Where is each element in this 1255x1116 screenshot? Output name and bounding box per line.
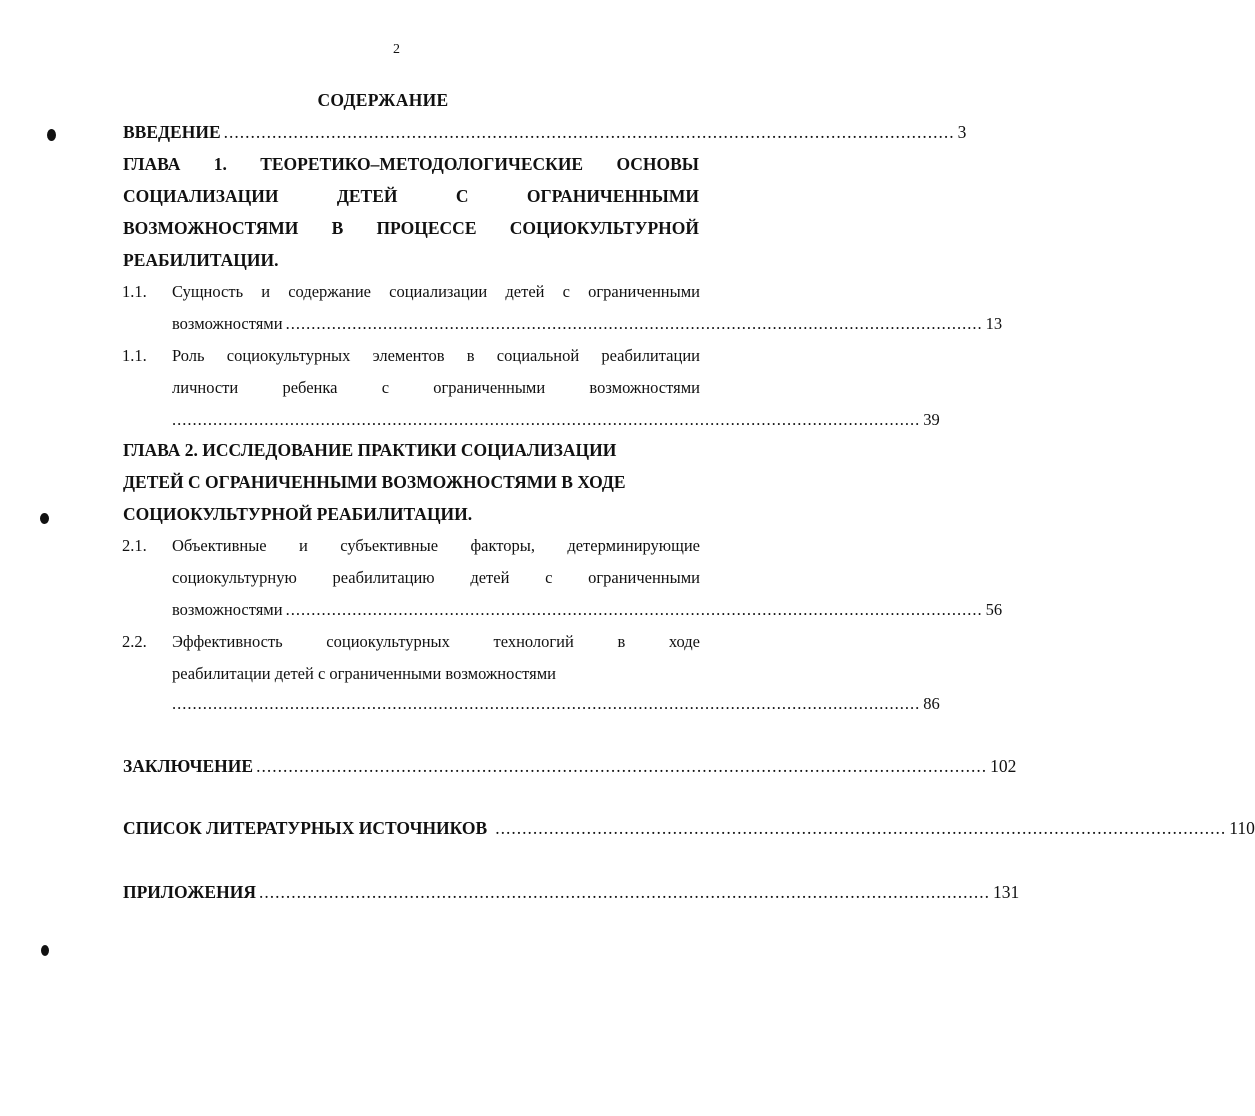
page-title: СОДЕРЖАНИЕ — [317, 90, 449, 110]
section-2-1-title-line-2[interactable]: социокультурную реабилитацию детей с ограниченными — [172, 568, 700, 587]
toc-entry-intro[interactable] — [123, 116, 967, 148]
section-1-2-title-line-1[interactable]: Роль социокультурных элементов в социальной реабилитации — [172, 346, 700, 365]
section-number: 1.1. — [122, 282, 147, 301]
section-1-1-title-line-2: возможностями — [172, 314, 283, 333]
chapter1-title-line-3[interactable]: ВОЗМОЖНОСТЯМИ В ПРОЦЕССЕ СОЦИОКУЛЬТУРНОЙ — [123, 218, 699, 238]
chapter2-title-line-1[interactable]: ГЛАВА 2. ИССЛЕДОВАНИЕ ПРАКТИКИ СОЦИАЛИЗАЦИИ — [123, 440, 617, 460]
dot-leader: ........................................................................................................................................ — [495, 818, 1227, 838]
toc-entry-conclusion[interactable] — [123, 750, 1017, 782]
toc-conclusion-page: 102 — [990, 756, 1017, 776]
scan-blot — [47, 129, 56, 141]
toc-intro-page: 3 — [957, 122, 967, 142]
toc-conclusion-label: ЗАКЛЮЧЕНИЕ — [123, 756, 254, 776]
section-2-2-title-line-1[interactable]: Эффективность социокультурных технологий в ходе — [172, 632, 700, 651]
dot-leader: ........................................................................................................................................ — [285, 600, 983, 619]
dot-leader: ........................................................................................................................................ — [285, 314, 983, 333]
section-1-2-entry[interactable] — [172, 404, 940, 436]
section-2-2-title-line-2[interactable]: реабилитации детей с ограниченными возможностями — [172, 664, 556, 683]
chapter2-title-line-2[interactable]: ДЕТЕЙ С ОГРАНИЧЕННЫМИ ВОЗМОЖНОСТЯМИ В ХОДЕ — [123, 472, 626, 492]
dot-leader: ........................................................................................................................................ — [223, 122, 955, 142]
section-2-2-entry[interactable] — [172, 688, 940, 720]
section-2-1-page: 56 — [985, 600, 1003, 619]
chapter1-title-line-1[interactable]: ГЛАВА 1. ТЕОРЕТИКО–МЕТОДОЛОГИЧЕСКИЕ ОСНОВЫ — [123, 154, 699, 174]
section-2-1-title-line-3: возможностями — [172, 600, 283, 619]
section-1-1-page: 13 — [985, 314, 1003, 333]
section-1-2-title-line-2[interactable]: личности ребенка с ограниченными возможностями — [172, 378, 700, 397]
toc-intro-label: ВВЕДЕНИЕ — [123, 122, 221, 142]
section-2-1-title-line-1[interactable]: Объективные и субъективные факторы, детерминирующие — [172, 536, 700, 555]
section-number: 2.1. — [122, 536, 147, 555]
section-2-2-page: 86 — [923, 694, 940, 713]
section-1-2-page: 39 — [923, 410, 940, 429]
dot-leader: .................................................................................................................................................. — [172, 694, 921, 713]
toc-entry-appendix[interactable] — [123, 876, 1020, 908]
scan-blot — [40, 513, 49, 524]
dot-leader: .................................................................................................................................................. — [172, 410, 921, 429]
page-number: 2 — [393, 42, 400, 57]
chapter1-title-line-2[interactable]: СОЦИАЛИЗАЦИИ ДЕТЕЙ С ОГРАНИЧЕННЫМИ — [123, 186, 699, 206]
dot-leader: ........................................................................................................................................ — [258, 882, 990, 902]
toc-references-page: 110 — [1229, 818, 1255, 838]
dot-leader: ........................................................................................................................................ — [256, 756, 988, 776]
toc-entry-references[interactable] — [123, 812, 1255, 844]
section-1-1-title-line-1[interactable]: Сущность и содержание социализации детей с ограниченными — [172, 282, 700, 301]
section-number: 2.2. — [122, 632, 147, 651]
section-number: 1.1. — [122, 346, 147, 365]
toc-references-label: СПИСОК ЛИТЕРАТУРНЫХ ИСТОЧНИКОВ — [123, 818, 488, 838]
scan-blot — [41, 945, 49, 956]
chapter1-title-line-4[interactable]: РЕАБИЛИТАЦИИ. — [123, 250, 279, 270]
section-2-1-entry[interactable] — [172, 594, 1003, 626]
toc-appendix-page: 131 — [992, 882, 1020, 902]
chapter2-title-line-3[interactable]: СОЦИОКУЛЬТУРНОЙ РЕАБИЛИТАЦИИ. — [123, 504, 473, 524]
toc-appendix-label: ПРИЛОЖЕНИЯ — [123, 882, 256, 902]
section-1-1-entry[interactable] — [172, 308, 1003, 340]
